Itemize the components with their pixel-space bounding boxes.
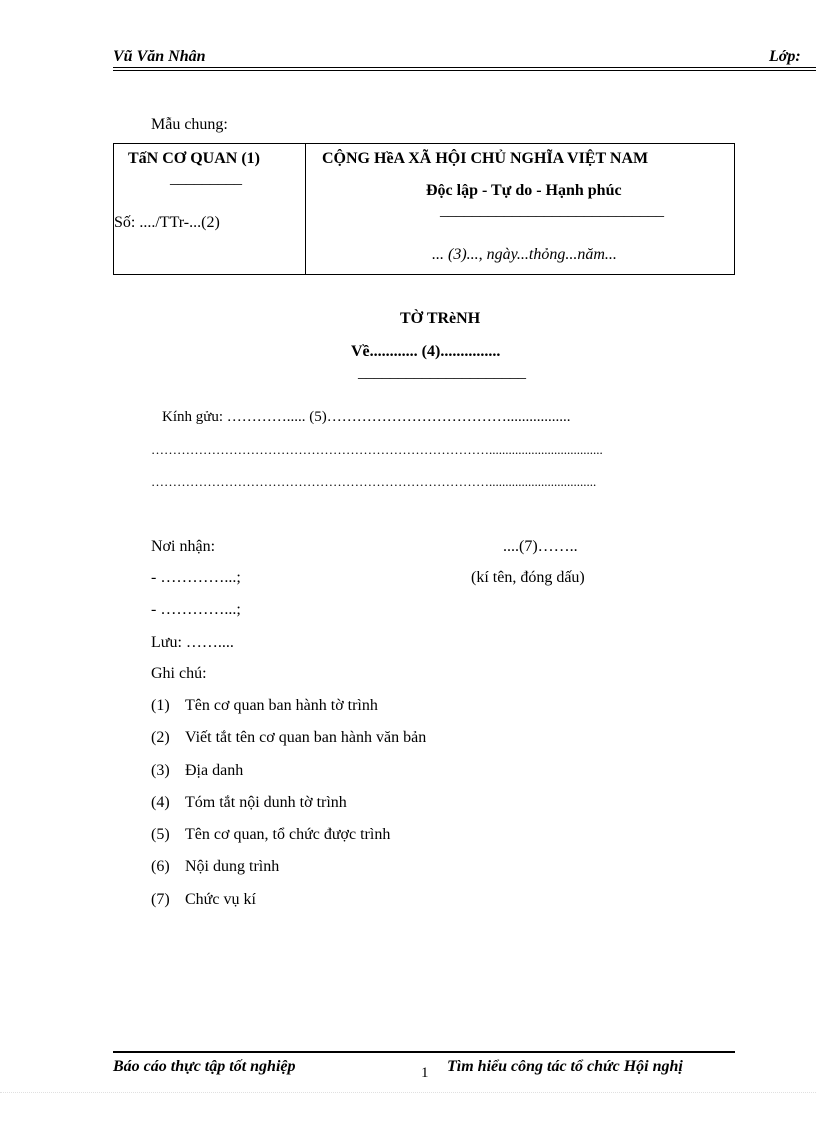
body-line-2: ……………………………………………………………………................................. (151, 474, 597, 489)
footer-left: Báo cáo thực tập tốt nghiệp (113, 1058, 296, 1075)
note-number: (2) (151, 729, 170, 747)
nation-name: CỘNG HềA XÃ HỘI CHỦ NGHĨA VIỆT NAM (322, 150, 649, 167)
header-rule (113, 67, 816, 71)
note-number: (7) (151, 890, 170, 908)
note-item (151, 794, 426, 826)
page-number: 1 (421, 1065, 429, 1081)
nation-cell (306, 144, 735, 275)
signer-note: (kí tên, đóng dấu) (471, 569, 585, 586)
note-number: (4) (151, 793, 170, 811)
note-item (151, 858, 426, 890)
header-table (113, 143, 735, 275)
header-author: Vũ Văn Nhân (113, 48, 206, 65)
recipient-line: Kính gửu: …………..... (5)………………………………................. (162, 409, 571, 425)
recipient-item-1: - …………...; (151, 569, 241, 586)
note-text: Tên cơ quan, tổ chức được trình (185, 826, 391, 844)
notes-list (151, 697, 426, 923)
recipients-label: Nơi nhận: (151, 538, 216, 555)
note-text: Nội dung trình (185, 858, 280, 876)
note-item (151, 697, 426, 729)
note-number: (1) (151, 697, 170, 714)
document-subject: Về............ (4)............... (351, 343, 501, 360)
note-number: (5) (151, 826, 170, 844)
note-text: Tên cơ quan ban hành tờ trình (185, 697, 378, 714)
agency-rule: _________ (170, 170, 242, 187)
note-text: Tóm tắt nội dunh tờ trình (185, 793, 347, 811)
date-line: ... (3)..., ngày...thỏng...năm... (432, 246, 617, 263)
recipient-item-2: - …………...; (151, 601, 241, 618)
note-item (151, 762, 426, 794)
note-number: (3) (151, 761, 170, 779)
subject-rule: _____________________ (358, 364, 526, 381)
motto-rule: ____________________________ (440, 202, 664, 219)
footer-right: Tìm hiểu công tác tổ chức Hội nghị (447, 1058, 683, 1075)
agency-cell (114, 144, 306, 275)
note-item (151, 826, 426, 858)
note-item (151, 891, 426, 923)
motto: Độc lập - Tự do - Hạnh phúc (426, 182, 622, 199)
agency-name: TấN CƠ QUAN (1) (128, 150, 260, 167)
intro-label: Mẫu chung: (151, 116, 228, 133)
page-bottom-edge (0, 1092, 816, 1093)
doc-number: Số: ..../TTr-...(2) (114, 214, 220, 231)
note-text: Viết tắt tên cơ quan ban hành văn bản (185, 729, 427, 747)
note-number: (6) (151, 858, 170, 876)
body-line-1: ……………………………………………………………………................................... (151, 442, 603, 457)
note-text: Địa danh (185, 761, 244, 779)
header-class: Lớp: (769, 48, 801, 65)
footer-rule (113, 1051, 735, 1053)
note-item (151, 729, 426, 761)
signer-title: ....(7)…….. (503, 538, 578, 555)
note-text: Chức vụ kí (185, 890, 256, 908)
notes-heading: Ghi chú: (151, 665, 207, 682)
document-title: TỜ TRèNH (400, 310, 481, 327)
archive-line: Lưu: …….... (151, 634, 234, 651)
